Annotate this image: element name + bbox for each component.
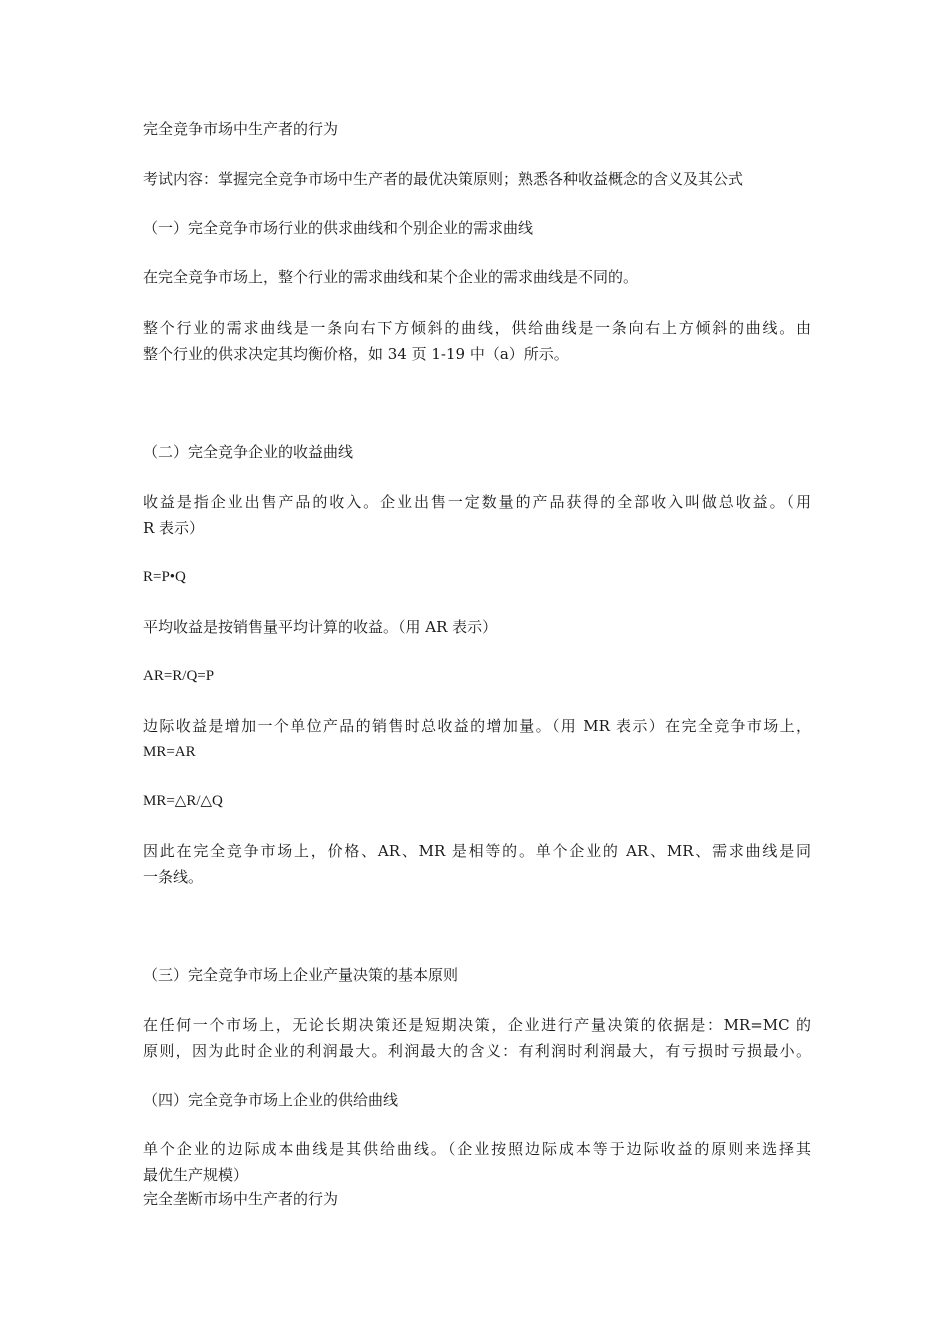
document-page (143, 0, 811, 1344)
section-3-heading: （三）完全竞争市场上企业产量决策的基本原则 (143, 966, 459, 984)
section-4-paragraph-1-line-2: 最优生产规模） (143, 1166, 249, 1184)
section-4-paragraph-1-line-1: 单个企业的边际成本曲线是其供给曲线。（企业按照边际成本等于边际收益的原则来选择其 (143, 1140, 811, 1158)
section-2-paragraph-4-line-1: 因此在完全竞争市场上，价格、AR、MR 是相等的。单个企业的 AR、MR、需求曲线是同 (143, 842, 811, 860)
document-title-2: 完全垄断市场中生产者的行为 (143, 1190, 339, 1208)
section-2-paragraph-3-line-2: MR=AR (143, 744, 196, 760)
section-2-paragraph-4-line-2: 一条线。 (143, 868, 204, 886)
formula-average-revenue: AR=R/Q=P (143, 668, 215, 684)
document-title: 完全竞争市场中生产者的行为 (143, 120, 339, 138)
section-2-paragraph-1-line-1: 收益是指企业出售产品的收入。企业出售一定数量的产品获得的全部收入叫做总收益。（用 (143, 493, 811, 511)
section-2-paragraph-2: 平均收益是按销售量平均计算的收益。（用 AR 表示） (143, 618, 498, 636)
section-1-paragraph-2-line-1: 整个行业的需求曲线是一条向右下方倾斜的曲线，供给曲线是一条向右上方倾斜的曲线。由 (143, 319, 811, 337)
section-2-heading: （二）完全竞争企业的收益曲线 (143, 443, 354, 461)
section-1-paragraph-1: 在完全竞争市场上，整个行业的需求曲线和某个企业的需求曲线是不同的。 (143, 268, 639, 286)
section-3-paragraph-1-line-2: 原则，因为此时企业的利润最大。利润最大的含义：有利润时利润最大，有亏损时亏损最小。 (143, 1042, 811, 1060)
section-1-paragraph-2-line-2: 整个行业的供求决定其均衡价格，如 34 页 1-19 中（a）所示。 (143, 345, 569, 363)
section-3-paragraph-1-line-1: 在任何一个市场上，无论长期决策还是短期决策，企业进行产量决策的依据是：MR=MC 的 (143, 1016, 811, 1034)
section-2-paragraph-3-line-1: 边际收益是增加一个单位产品的销售时总收益的增加量。（用 MR 表示）在完全竞争市场上， (143, 717, 811, 735)
section-1-heading: （一）完全竞争市场行业的供求曲线和个别企业的需求曲线 (143, 219, 534, 237)
section-2-paragraph-1-line-2: R 表示） (143, 519, 205, 537)
formula-total-revenue: R=P•Q (143, 569, 186, 585)
section-4-heading: （四）完全竞争市场上企业的供给曲线 (143, 1091, 399, 1109)
formula-marginal-revenue: MR=△R/△Q (143, 793, 223, 809)
exam-content-text: 考试内容：掌握完全竞争市场中生产者的最优决策原则；熟悉各种收益概念的含义及其公式 (143, 170, 744, 188)
